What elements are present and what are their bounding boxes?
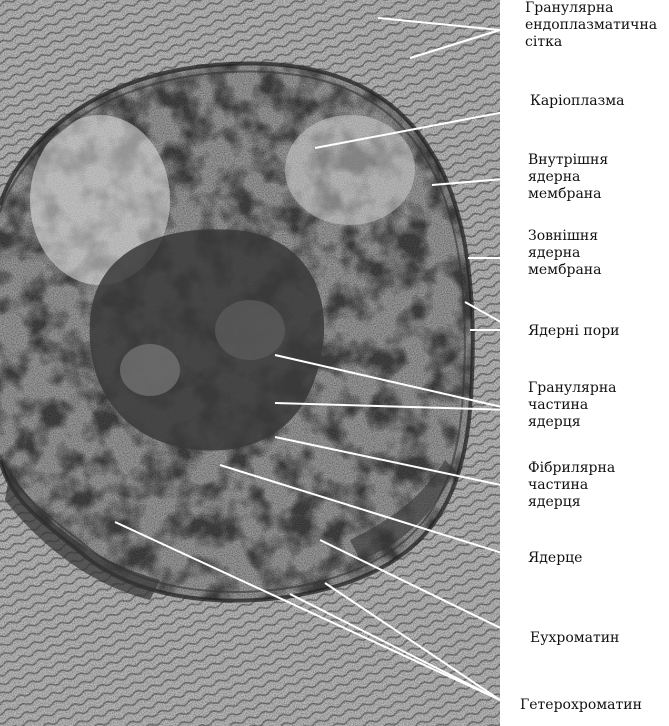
- label-fibrillar-nucleolus: Фібрилярна частина ядерця: [528, 460, 616, 510]
- label-heterochromatin: Гетерохроматин: [520, 697, 642, 713]
- label-nuclear-pores: Ядерні пори: [528, 323, 620, 339]
- label-karyoplasm: Каріоплазма: [530, 93, 625, 109]
- label-granular-nucleolus: Гранулярна частина ядерця: [528, 380, 617, 430]
- label-rough-er: Гранулярна ендоплазматична сітка: [525, 0, 658, 50]
- label-nucleolus: Ядерце: [528, 550, 583, 566]
- label-outer-nuclear-membrane: Зовнішня ядерна мембрана: [528, 228, 602, 278]
- label-inner-nuclear-membrane: Внутрішня ядерна мембрана: [528, 152, 609, 202]
- label-euchromatin: Еухроматин: [530, 630, 620, 646]
- nucleolus-body: [90, 229, 325, 450]
